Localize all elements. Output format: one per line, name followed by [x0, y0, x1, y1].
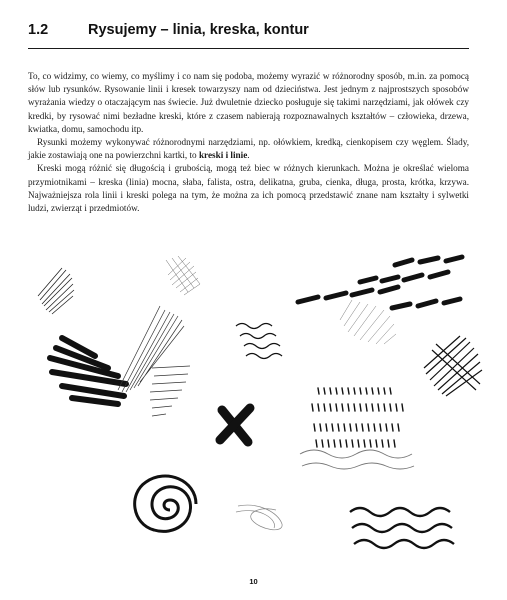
body-text [28, 70, 469, 215]
tick-mark-rows [312, 388, 403, 447]
x-mark [220, 408, 250, 442]
small-wavy-lines [236, 324, 282, 359]
paragraph-2-bold: kreski i linie [198, 150, 248, 161]
paragraph-1: To, co widzimy, co wiemy, co myślimy i co nam się podoba, możemy wyrazić w różnorodny sposób, m.in. za pomocą słów lub rysunków. Rysowanie linii i kresek towarzyszy nam od dzieciństwa. Jest jednym z najprostszych sposobów wyrażania wiedzy o otaczającym nas świecie. Już dwuletnie dziecko posługuje się takimi narzędziami, jak ołówek czy kredki, by rysować nimi bezładne kreski, które z czasem nabierają rozpoznawalnych kształtów – człowieka, drzewa, kwiatka, domu, samochodu itp. [28, 71, 469, 134]
paragraph-3: Kreski mogą różnić się długością i grubością, mogą też biec w różnych kierunkach. Można je określać wieloma przymiotnikami – kreska (linia) mocna, słaba, falista, ostra, delikatna, gruba, cienka, długa, prosta, krótka, krzywa. Najważniejsza rola linii i kreski polega na tym, że można za ich pomocą przedstawić znane nam kształty i sylwetki ludzi, zwierząt i przedmiotów. [28, 163, 469, 214]
shaded-circle [340, 300, 396, 344]
paragraph-2 [28, 136, 469, 162]
thin-line-block [150, 366, 190, 416]
diagonal-hatch [118, 306, 184, 392]
section-number: 1.2 [28, 22, 49, 38]
section-header [28, 18, 469, 49]
paragraph-2-text: Rysunki możemy wykonywać różnorodnymi narzędziami, np. ołówkiem, kredką, cienkopisem czy węglem. Ślady, jakie zostawiają one na powierzchni kartki, to [28, 137, 469, 161]
pencil-loop [236, 505, 282, 530]
thick-stripes [50, 338, 126, 404]
bold-wavy-lines [350, 508, 454, 548]
pencil-crosshatch [166, 256, 200, 295]
scribble-sketch [38, 268, 74, 314]
section-title: Rysujemy – linia, kreska, kontur [88, 22, 309, 38]
thin-wavy-lines [300, 450, 414, 469]
dark-scribble [424, 336, 482, 396]
thick-dash-marks [298, 257, 462, 308]
spiral [135, 476, 196, 531]
line-samples-illustration [0, 240, 507, 575]
page-number: 10 [249, 577, 258, 586]
paragraph-2-end: . [247, 150, 250, 161]
